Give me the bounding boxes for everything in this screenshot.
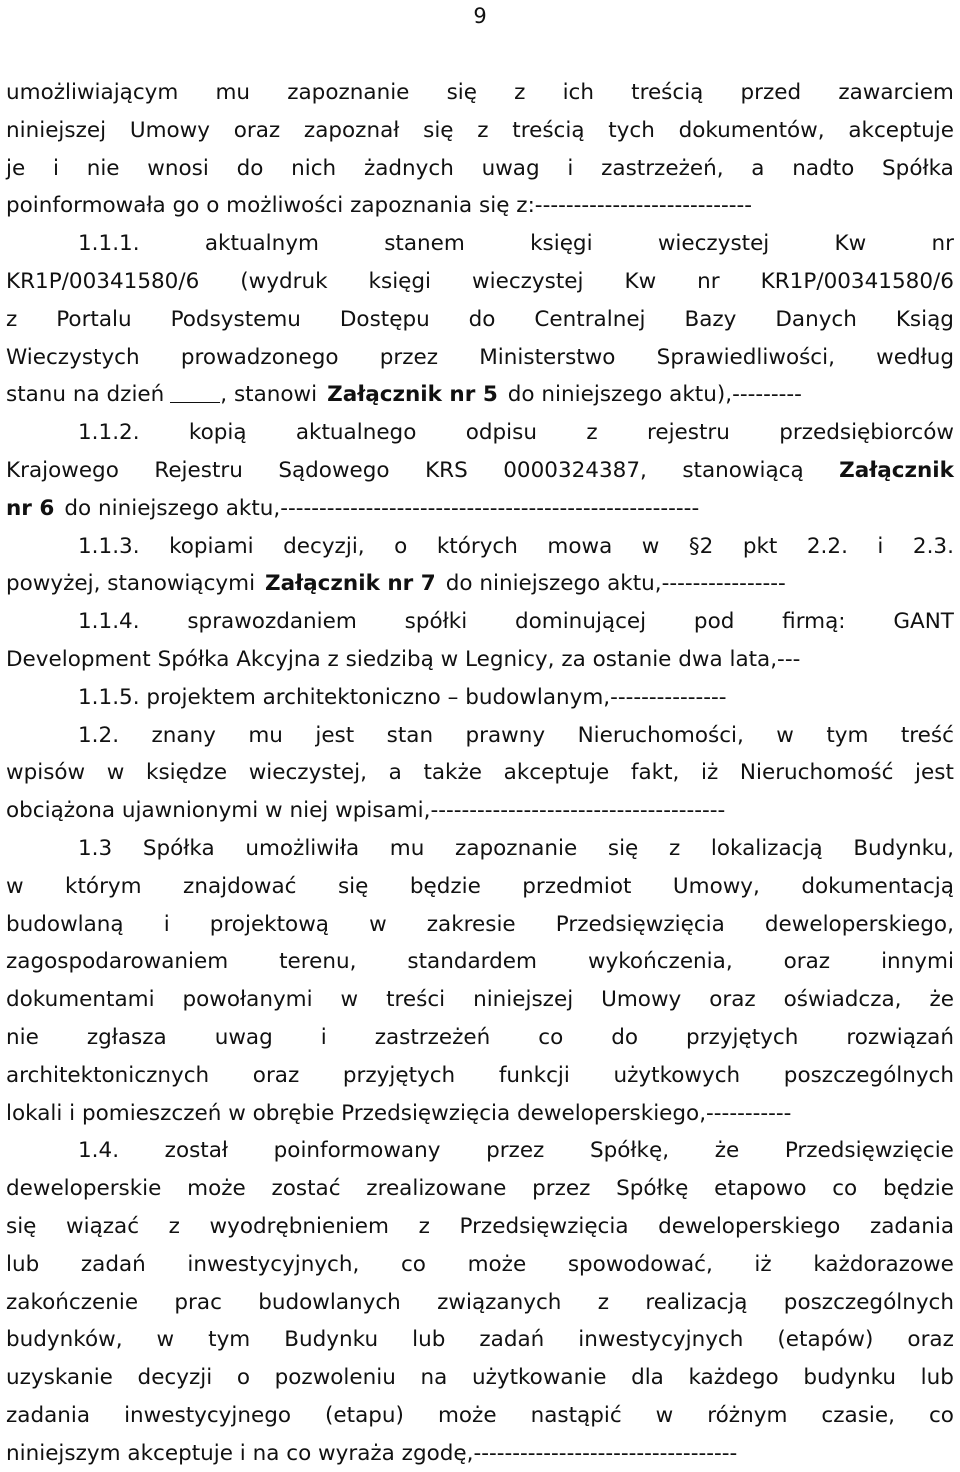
word: Nieruchomość: [739, 760, 894, 786]
text-line: [6, 225, 954, 263]
word: akceptuje: [503, 760, 610, 786]
word: zadań: [80, 1251, 146, 1277]
text-line: [6, 339, 954, 377]
word: może: [437, 1402, 497, 1428]
word: znany: [151, 722, 216, 748]
text-line: [6, 565, 954, 603]
word: wykończenia,: [587, 949, 733, 975]
text-line: [6, 754, 954, 792]
word: do: [468, 306, 496, 332]
word: może: [467, 1251, 527, 1277]
word: różnym: [707, 1402, 788, 1428]
blank-date-field: [170, 376, 220, 403]
text-span: do niniejszego aktu,------------------------------------------------------: [64, 495, 700, 521]
word: treść: [900, 722, 954, 748]
word: zapoznanie: [287, 80, 410, 105]
word: o: [394, 533, 408, 559]
text-line: [6, 943, 954, 981]
word: Sądowego: [278, 457, 390, 483]
word: Przedsięwzięcie: [784, 1138, 954, 1164]
word: zapoznanie: [455, 835, 578, 861]
word: żadnych: [363, 155, 454, 181]
word: księdze: [146, 760, 228, 786]
word: i: [163, 911, 170, 937]
word: odpisu: [465, 420, 537, 446]
word: i: [320, 1024, 327, 1050]
document-body: [6, 74, 954, 1472]
word: Sprawiedliwości,: [656, 344, 835, 370]
word: nich: [291, 155, 337, 181]
word: zapoznał: [303, 117, 400, 143]
word: w: [641, 533, 660, 559]
text-line: [6, 1095, 954, 1133]
attachment-ref: Załącznik nr 5: [327, 382, 498, 408]
word: 1.3: [78, 835, 113, 861]
text-line: [6, 263, 954, 301]
word: Spółkę: [616, 1176, 689, 1202]
word: w: [106, 760, 125, 786]
text-line: [6, 1057, 954, 1095]
word: projektową: [209, 911, 329, 937]
word: dokumentów,: [678, 117, 825, 143]
word: Ministerstwo: [479, 344, 616, 370]
text-line: [6, 1246, 954, 1284]
text-span: Development Spółka Akcyjna z siedzibą w Legnicy, za ostanie dwa lata,---: [6, 646, 801, 672]
word: deweloperskiego: [658, 1213, 841, 1239]
word: Przedsięwzięcia: [555, 911, 725, 937]
word: się: [337, 873, 369, 899]
word: treścią: [631, 80, 704, 105]
word: budowlaną: [6, 911, 124, 937]
word: zadania: [6, 1402, 91, 1428]
word: na: [420, 1365, 448, 1391]
word: treścią: [512, 117, 585, 143]
word: umożliwiającym: [6, 80, 179, 105]
word: zawarciem: [838, 80, 954, 105]
word: aktualnym: [204, 231, 319, 257]
word: uwag: [214, 1024, 273, 1050]
word: iż: [754, 1251, 772, 1277]
word: lub: [6, 1251, 40, 1277]
word: w: [340, 987, 359, 1013]
text-span: niniejszym akceptuje i na co wyraża zgodę,----------------------------------: [6, 1440, 738, 1466]
word: budynku: [803, 1365, 897, 1391]
word: mu: [248, 722, 283, 748]
word: także: [423, 760, 483, 786]
text-line: [6, 1208, 954, 1246]
text-line: [6, 301, 954, 339]
word: poszczególnych: [783, 1289, 954, 1315]
word: przyjętych: [686, 1024, 799, 1050]
word: Rejestru: [154, 457, 243, 483]
word: 0000324387,: [503, 457, 647, 483]
word: zastrzeżeń,: [601, 155, 724, 181]
word: do: [236, 155, 264, 181]
word: KR1P/00341580/6: [760, 268, 954, 294]
word: wieczystej: [472, 268, 584, 294]
word: innymi: [881, 949, 954, 975]
text-span: do niniejszego aktu),---------: [507, 382, 802, 408]
word: zakresie: [426, 911, 516, 937]
text-line: [6, 112, 954, 150]
text-line: [6, 1397, 954, 1435]
word: decyzji,: [283, 533, 365, 559]
word: może: [187, 1176, 246, 1202]
word: przed: [740, 80, 802, 105]
word: 1.1.1.: [78, 231, 140, 257]
word: zrealizowane: [366, 1176, 507, 1202]
word: się: [6, 1213, 37, 1239]
word: że: [714, 1138, 740, 1164]
word: zostać: [271, 1176, 341, 1202]
word: rejestru: [646, 420, 730, 446]
word: mowa: [547, 533, 613, 559]
word: według: [876, 344, 954, 370]
text-line: [6, 187, 954, 225]
word: z: [586, 420, 598, 446]
word: sprawozdaniem: [187, 609, 357, 635]
word: treści: [386, 987, 446, 1013]
word: powołanymi: [182, 987, 313, 1013]
word: i: [877, 533, 884, 559]
word: budynków,: [6, 1327, 123, 1353]
word: Podsystemu: [170, 306, 301, 332]
word: w: [369, 911, 387, 937]
word: został: [164, 1138, 229, 1164]
word: Spółka: [882, 155, 954, 181]
word: przez: [532, 1176, 591, 1202]
word: dla: [631, 1365, 664, 1391]
text-line: [6, 603, 954, 641]
word: że: [929, 987, 954, 1013]
word: wieczystej,: [248, 760, 367, 786]
word: uzyskanie: [6, 1365, 113, 1391]
word: Przedsięwzięcia: [459, 1213, 629, 1239]
word: a: [751, 155, 765, 181]
word: będzie: [409, 873, 481, 899]
text-line: [6, 1170, 954, 1208]
attachment-ref: nr 6: [6, 495, 55, 521]
word: GANT: [893, 609, 954, 635]
text-span: stanu na dzień: [6, 382, 165, 408]
word: Centralnej: [534, 306, 646, 332]
word: co: [832, 1176, 858, 1202]
word: etapowo: [714, 1176, 807, 1202]
word: zadań: [479, 1327, 545, 1353]
text-span: , stanowi: [220, 382, 318, 408]
word: kopiami: [169, 533, 254, 559]
word: jest: [915, 760, 954, 786]
word: architektonicznych: [6, 1062, 210, 1088]
text-line: [6, 868, 954, 906]
word: oraz: [233, 117, 281, 143]
text-line: [6, 74, 954, 112]
word: co: [538, 1024, 564, 1050]
word: umożliwiła: [245, 835, 360, 861]
word: wnosi: [147, 155, 209, 181]
text-span: powyżej, stanowiącymi: [6, 571, 256, 597]
word: uwag: [481, 155, 540, 181]
word: poszczególnych: [783, 1062, 954, 1088]
text-line: [6, 717, 954, 755]
word: zakończenie: [6, 1289, 139, 1315]
word: zadania: [869, 1213, 954, 1239]
text-line: [6, 376, 954, 414]
word: przedmiot: [522, 873, 632, 899]
text-line: [6, 981, 954, 1019]
word: decyzji: [137, 1365, 213, 1391]
text-line: [6, 1435, 954, 1472]
word: firmą:: [782, 609, 846, 635]
word: do: [611, 1024, 639, 1050]
word: niniejszej: [473, 987, 574, 1013]
word: oraz: [783, 949, 831, 975]
word: 1.1.4.: [78, 609, 140, 635]
word: Kw: [624, 268, 657, 294]
word: spółki: [404, 609, 468, 635]
word: przedsiębiorców: [779, 420, 954, 446]
word: pozwoleniu: [274, 1365, 396, 1391]
word: iż: [701, 760, 719, 786]
word: Danych: [775, 306, 857, 332]
text-span: 1.1.5. projektem architektoniczno – budowlanym,---------------: [78, 684, 727, 710]
word: i: [52, 155, 59, 181]
word: Umowy: [129, 117, 210, 143]
word: niniejszej: [6, 117, 107, 143]
text-line: [6, 490, 954, 528]
word: inwestycyjnego: [124, 1402, 292, 1428]
word: każdego: [688, 1365, 779, 1391]
word: w: [6, 873, 24, 899]
word: będzie: [882, 1176, 954, 1202]
word: tym: [826, 722, 869, 748]
word: Nieruchomości,: [577, 722, 744, 748]
word: KRS: [425, 457, 468, 483]
word: stan: [386, 722, 434, 748]
word: fakt,: [630, 760, 680, 786]
word: związanych: [437, 1289, 562, 1315]
word: oraz: [907, 1327, 954, 1353]
word: terenu,: [279, 949, 357, 975]
attachment-ref: Załącznik nr 7: [265, 571, 436, 597]
word: Spółka: [142, 835, 215, 861]
text-line: [6, 1019, 954, 1057]
word: Krajowego: [6, 457, 119, 483]
page-number: 9: [473, 4, 487, 28]
word: w: [156, 1327, 175, 1353]
word: ich: [562, 80, 594, 105]
word: dokumentami: [6, 987, 155, 1013]
word: (wydruk: [240, 268, 328, 294]
word: każdorazowe: [813, 1251, 954, 1277]
word: Wieczystych: [6, 344, 140, 370]
word: Dostępu: [339, 306, 430, 332]
word: deweloperskiego,: [764, 911, 954, 937]
word: Portalu: [56, 306, 132, 332]
word: prac: [174, 1289, 222, 1315]
word: deweloperskie: [6, 1176, 162, 1202]
text-span: lokali i pomieszczeń w obrębie Przedsięwzięcia deweloperskiego,-----------: [6, 1100, 792, 1126]
word: 1.1.2.: [78, 420, 140, 446]
text-line: [6, 1132, 954, 1170]
word: 2.3.: [912, 533, 954, 559]
word: z: [514, 80, 526, 105]
word: w: [655, 1402, 674, 1428]
word: dominującej: [514, 609, 647, 635]
word: inwestycyjnych,: [187, 1251, 360, 1277]
word: funkcji: [498, 1062, 570, 1088]
word: z: [477, 117, 489, 143]
word: Bazy: [684, 306, 737, 332]
word: tych: [608, 117, 655, 143]
word: którym: [65, 873, 142, 899]
word: co: [400, 1251, 426, 1277]
text-line: [6, 792, 954, 830]
word: KR1P/00341580/6: [6, 268, 200, 294]
word: zagospodarowaniem: [6, 949, 229, 975]
word: wiązać: [66, 1213, 140, 1239]
word: nie: [6, 1024, 39, 1050]
word: Umowy,: [672, 873, 760, 899]
word: Budynku: [284, 1327, 379, 1353]
word: prowadzonego: [180, 344, 339, 370]
word: inwestycyjnych: [578, 1327, 744, 1353]
word: stanem: [384, 231, 465, 257]
text-line: [6, 1284, 954, 1322]
word: Kw: [834, 231, 867, 257]
attachment-ref: Załącznik: [839, 457, 954, 483]
word: 1.4.: [78, 1138, 120, 1164]
word: przyjętych: [342, 1062, 456, 1088]
text-line: [6, 679, 954, 717]
word: pod: [693, 609, 735, 635]
word: poinformowany: [273, 1138, 441, 1164]
word: oświadcza,: [783, 987, 902, 1013]
text-line: [6, 906, 954, 944]
word: zastrzeżeń: [374, 1024, 491, 1050]
word: znajdować: [183, 873, 297, 899]
text-line: [6, 528, 954, 566]
word: w: [776, 722, 794, 748]
word: jest: [315, 722, 355, 748]
word: przez: [486, 1138, 545, 1164]
word: z: [668, 835, 681, 861]
word: 2.2.: [806, 533, 848, 559]
word: się: [423, 117, 454, 143]
text-line: [6, 830, 954, 868]
word: z: [597, 1289, 610, 1315]
word: tym: [208, 1327, 251, 1353]
word: (etapu): [325, 1402, 404, 1428]
word: realizacją: [645, 1289, 748, 1315]
word: przez: [379, 344, 439, 370]
word: mu: [215, 80, 251, 105]
word: z: [418, 1213, 430, 1239]
word: wpisów: [6, 760, 86, 786]
text-span: obciążona ujawnionymi w niej wpisami,--------------------------------------: [6, 798, 726, 824]
word: księgi: [368, 268, 432, 294]
word: rozwiązań: [846, 1024, 954, 1050]
word: §2: [688, 533, 714, 559]
word: wyodrębnieniem: [209, 1213, 389, 1239]
word: kopią: [188, 420, 247, 446]
word: wieczystej: [657, 231, 770, 257]
text-span: do niniejszego aktu,----------------: [445, 571, 786, 597]
word: oraz: [252, 1062, 300, 1088]
word: standardem: [407, 949, 537, 975]
word: (etapów): [777, 1327, 874, 1353]
word: o: [236, 1365, 250, 1391]
word: nadto: [792, 155, 855, 181]
word: 1.1.3.: [78, 533, 140, 559]
word: czasie,: [821, 1402, 895, 1428]
word: aktualnego: [295, 420, 417, 446]
text-line: [6, 1359, 954, 1397]
blank-field-group: [170, 376, 317, 414]
text-line: [6, 414, 954, 452]
word: nr: [697, 268, 720, 294]
word: dokumentacją: [801, 873, 954, 899]
word: Budynku,: [853, 835, 954, 861]
text-span: poinformowała go o możliwości zapoznania się z:----------------------------: [6, 193, 753, 219]
text-line: [6, 641, 954, 679]
word: Ksiąg: [895, 306, 954, 332]
word: pkt: [742, 533, 778, 559]
word: Umowy: [601, 987, 682, 1013]
word: się: [446, 80, 477, 105]
word: których: [436, 533, 518, 559]
word: księgi: [530, 231, 593, 257]
text-line: [6, 1321, 954, 1359]
word: lub: [920, 1365, 954, 1391]
word: lokalizacją: [710, 835, 823, 861]
word: mu: [389, 835, 425, 861]
word: a: [388, 760, 402, 786]
word: je: [6, 155, 26, 181]
word: nie: [86, 155, 120, 181]
word: akceptuje: [848, 117, 954, 143]
word: użytkowanie: [471, 1365, 607, 1391]
word: zgłasza: [86, 1024, 167, 1050]
word: prawny: [465, 722, 546, 748]
word: się: [607, 835, 639, 861]
word: co: [928, 1402, 954, 1428]
word: nastąpić: [530, 1402, 622, 1428]
text-line: [6, 150, 954, 188]
word: 1.2.: [78, 722, 120, 748]
word: budowlanych: [258, 1289, 401, 1315]
text-line: [6, 452, 954, 490]
word: spowodować,: [567, 1251, 713, 1277]
word: użytkowych: [613, 1062, 741, 1088]
word: i: [567, 155, 574, 181]
word: oraz: [709, 987, 756, 1013]
word: Spółkę,: [589, 1138, 670, 1164]
word: z: [6, 306, 18, 332]
word: lub: [412, 1327, 446, 1353]
word: nr: [931, 231, 954, 257]
word: stanowiącą: [682, 457, 804, 483]
word: z: [168, 1213, 180, 1239]
